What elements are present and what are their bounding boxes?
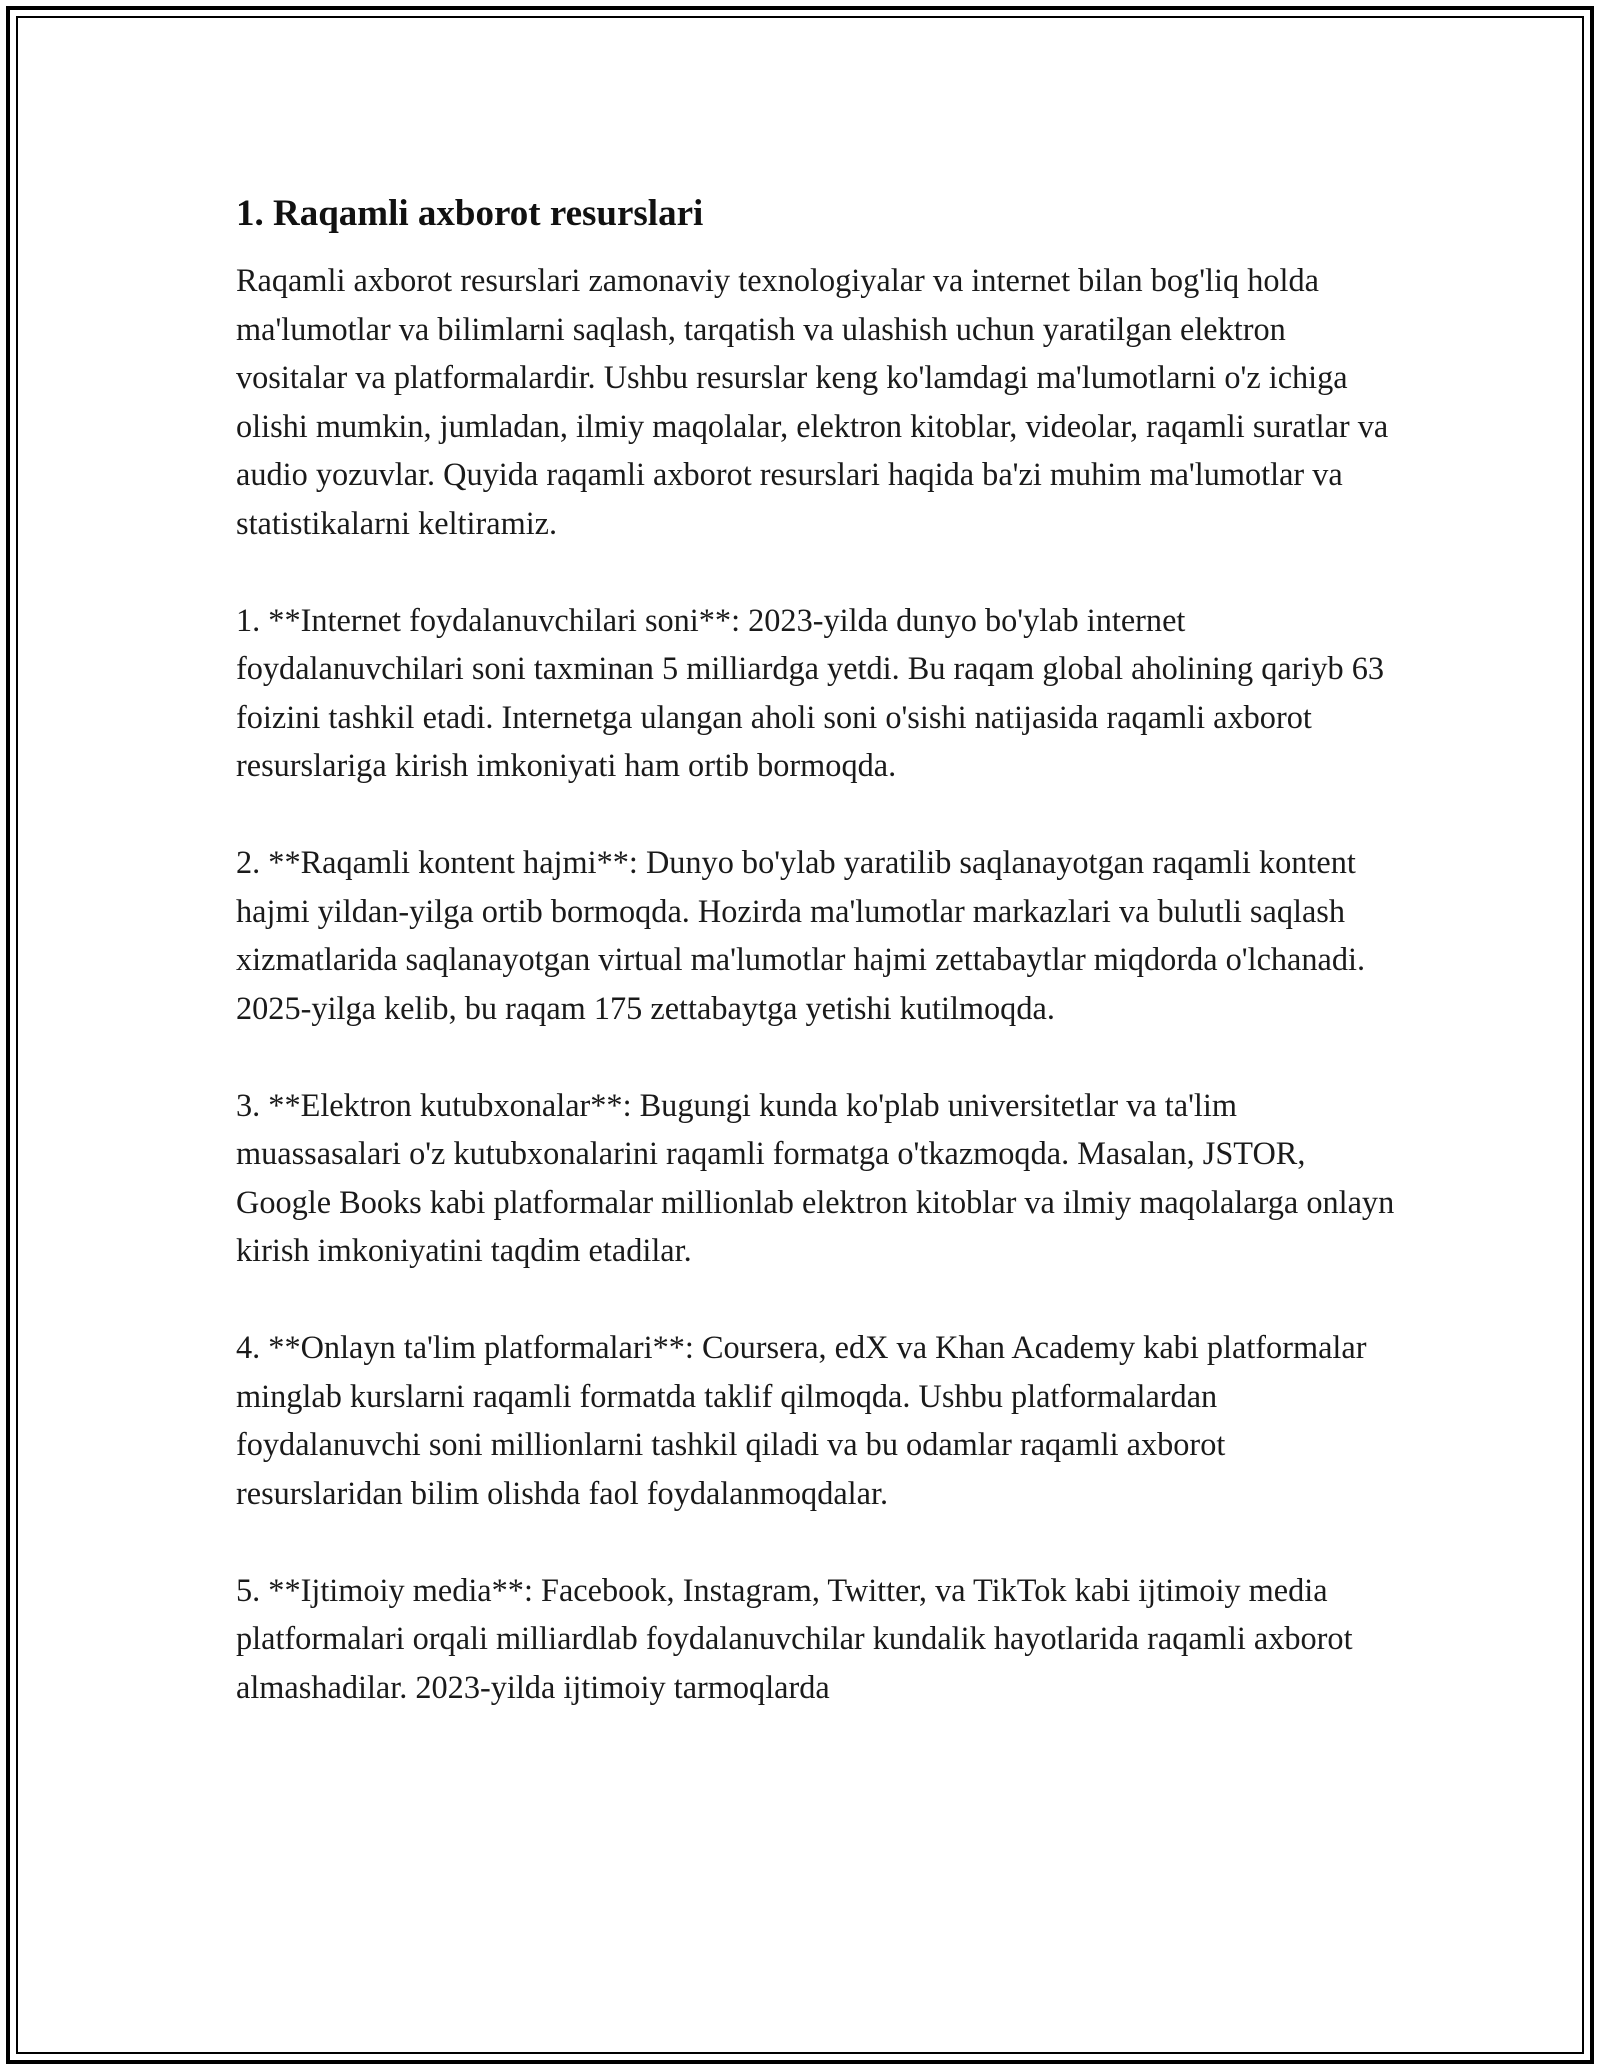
section-heading: 1. Raqamli axborot resurslari [236, 193, 704, 234]
list-item-online-education: 4. **Onlayn ta'lim platformalari**: Coursera, edX va Khan Academy kabi platformalar minglab kurslarni raqamli formatda taklif qilmoqda. Ushbu platformalardan foydalanuvchi soni millionlarni tashkil qiladi va bu odamlar raqamli axborot resurslaridan bilim olishda faol foydalanmoqdalar. [236, 1329, 1367, 1511]
document-body [236, 188, 1396, 1711]
list-item-electronic-libraries: 3. **Elektron kutubxonalar**: Bugungi kunda ko'plab universitetlar va ta'lim muassasalari o'z kutubxonalarini raqamli formatga o'tkazmoqda. Masalan, JSTOR, Google Books kabi platformalar millionlab elektron kitoblar va ilmiy maqolalarga onlayn kirish imkoniyatini taqdim etadilar. [236, 1086, 1395, 1268]
intro-paragraph: Raqamli axborot resurslari zamonaviy texnologiyalar va internet bilan bog'liq holda ma'lumotlar va bilimlarni saqlash, tarqatish va ulashish uchun yaratilgan elektron vositalar va platformalardir. Ushbu resurslar keng ko'lamdagi ma'lumotlarni o'z ichiga olishi mumkin, jumladan, ilmiy maqolalar, elektron kitoblar, videolar, raqamli suratlar va audio yozuvlar. Quyida raqamli axborot resurslari haqida ba'zi muhim ma'lumotlar va statistikalarni keltiramiz. [236, 262, 1389, 541]
list-item-digital-content: 2. **Raqamli kontent hajmi**: Dunyo bo'ylab yaratilib saqlanayotgan raqamli kontent hajmi yildan-yilga ortib bormoqda. Hozirda ma'lumotlar markazlari va bulutli saqlash xizmatlarida saqlanayotgan virtual ma'lumotlar hajmi zettabaytlar miqdorda o'lchanadi. 2025-yilga kelib, bu raqam 175 zettabaytga yetishi kutilmoqda. [236, 844, 1366, 1026]
list-item-social-media: 5. **Ijtimoiy media**: Facebook, Instagram, Twitter, va TikTok kabi ijtimoiy media platformalari orqali milliardlab foydalanuvchilar kundalik hayotlarida raqamli axborot almashadilar. 2023-yilda ijtimoiy tarmoqlarda [236, 1571, 1353, 1705]
list-item-internet-users: 1. **Internet foydalanuvchilari soni**: 2023-yilda dunyo bo'ylab internet foydalanuvchilari soni taxminan 5 milliardga yetdi. Bu raqam global aholining qariyb 63 foizini tashkil etadi. Internetga ulangan aholi soni o'sishi natijasida raqamli axborot resurslariga kirish imkoniyati ham ortib bormoqda. [236, 601, 1385, 783]
